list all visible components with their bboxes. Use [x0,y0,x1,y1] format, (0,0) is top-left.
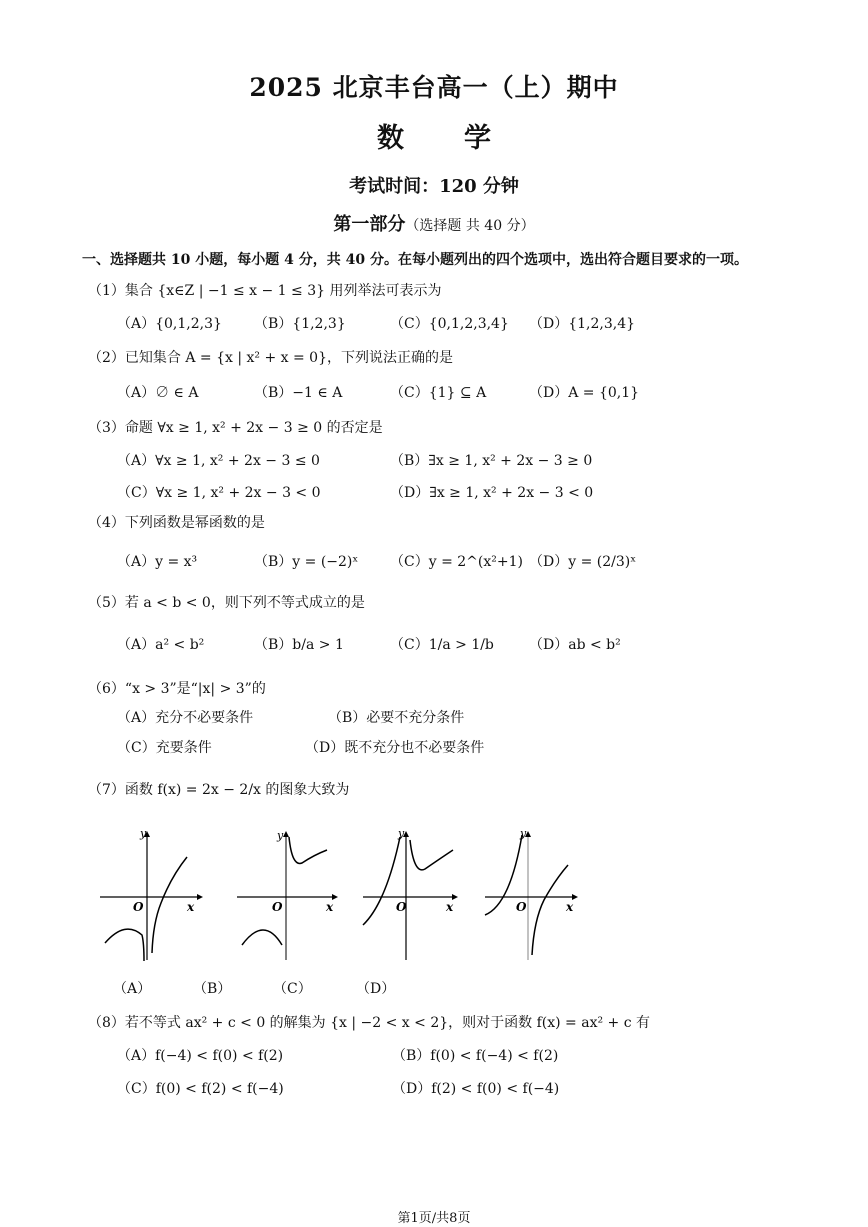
q5-option-d: （D）ab < b² [529,637,621,653]
graph-d-origin-label: O [516,900,527,914]
exam-time: 考试时间：120 分钟 [349,176,519,197]
question-8-stem: （8）若不等式 ax² + c < 0 的解集为 {x | −2 < x < 2}，则对于函数 f(x) = ax² + c 有 [88,1015,651,1031]
section-instructions: 一、选择题共 10 小题，每小题 4 分，共 40 分。在每小题列出的四个选项中，选出符合题目要求的一项。 [82,252,748,268]
question-1-stem: （1）集合 {x∈Z | −1 ≤ x − 1 ≤ 3} 用列举法可表示为 [88,283,442,299]
q4-option-a: （A）y = x³ [117,554,198,570]
q8-option-b: （B）f(0) < f(−4) < f(2) [392,1048,559,1064]
q7-graph-d [480,825,590,965]
part-heading [0,210,868,236]
q3-option-b: （B）∃x ≥ 1, x² + 2x − 3 ≥ 0 [390,453,593,469]
q7-graph-b [232,825,342,965]
graph-b-x-label: x [326,900,334,914]
q3-option-c: （C）∀x ≥ 1, x² + 2x − 3 < 0 [117,485,321,501]
q2-option-d: （D）A = {0,1} [529,385,640,401]
q2-option-b: （B）−1 ∈ A [254,385,343,401]
q6-option-b: （B）必要不充分条件 [328,710,465,726]
q6-option-a: （A）充分不必要条件 [117,710,254,726]
exam-title: 2025 北京丰台高一（上）期中 [249,73,619,102]
q4-option-d: （D）y = (2/3)ˣ [529,554,637,570]
graph-d-x-label: x [566,900,574,914]
graph-c-origin-label: O [396,900,407,914]
q5-option-b: （B）b/a > 1 [254,637,344,653]
page-footer: 第1页/共8页 [397,1211,471,1226]
q6-option-d: （D）既不充分也不必要条件 [305,740,485,756]
graph-b-origin-label: O [272,900,283,914]
graph-a-origin-label: O [133,900,144,914]
q7-graph-a [95,825,205,965]
graph-c-x-label: x [446,900,454,914]
q1-option-a: （A）{0,1,2,3} [117,316,222,332]
subject-title: 数学 [377,123,551,154]
q7-graph-c [358,825,468,965]
graph-a-x-label: x [187,900,195,914]
q7-option-d: （D） [356,981,396,997]
q8-option-c: （C）f(0) < f(2) < f(−4) [117,1081,284,1097]
q8-option-a: （A）f(−4) < f(0) < f(2) [117,1048,284,1064]
question-6-stem: （6）“x > 3”是“|x| > 3”的 [88,681,266,697]
question-2-stem: （2）已知集合 A = {x | x² + x = 0}，下列说法正确的是 [88,350,453,366]
question-4-stem: （4）下列函数是幂函数的是 [88,515,265,531]
q5-option-c: （C）1/a > 1/b [390,637,494,653]
q1-option-d: （D）{1,2,3,4} [529,316,636,332]
q3-option-a: （A）∀x ≥ 1, x² + 2x − 3 ≤ 0 [117,453,320,469]
q2-option-a: （A）∅ ∈ A [117,385,199,401]
q1-option-b: （B）{1,2,3} [254,316,346,332]
part-note: （选择题 共 40 分） [405,218,535,234]
graph-a-y-label: y [140,827,147,840]
graph-b-y-label: y [277,829,284,842]
part-main: 第一部分 [333,214,406,235]
q6-option-c: （C）充要条件 [117,740,212,756]
q7-option-b: （B） [193,981,232,997]
q5-option-a: （A）a² < b² [117,637,205,653]
graph-c-y-label: y [398,827,405,840]
question-5-stem: （5）若 a < b < 0，则下列不等式成立的是 [88,595,365,611]
q4-option-c: （C）y = 2^(x²+1) [390,554,523,570]
q7-option-a: （A） [113,981,152,997]
graph-d-y-label: y [520,827,527,840]
q3-option-d: （D）∃x ≥ 1, x² + 2x − 3 < 0 [390,485,594,501]
question-3-stem: （3）命题 ∀x ≥ 1, x² + 2x − 3 ≥ 0 的否定是 [88,420,383,436]
q7-option-c: （C） [273,981,312,997]
question-7-stem: （7）函数 f(x) = 2x − 2/x 的图象大致为 [88,782,350,798]
q8-option-d: （D）f(2) < f(0) < f(−4) [392,1081,560,1097]
q1-option-c: （C）{0,1,2,3,4} [390,316,509,332]
q4-option-b: （B）y = (−2)ˣ [254,554,359,570]
q2-option-c: （C）{1} ⊆ A [390,385,487,401]
